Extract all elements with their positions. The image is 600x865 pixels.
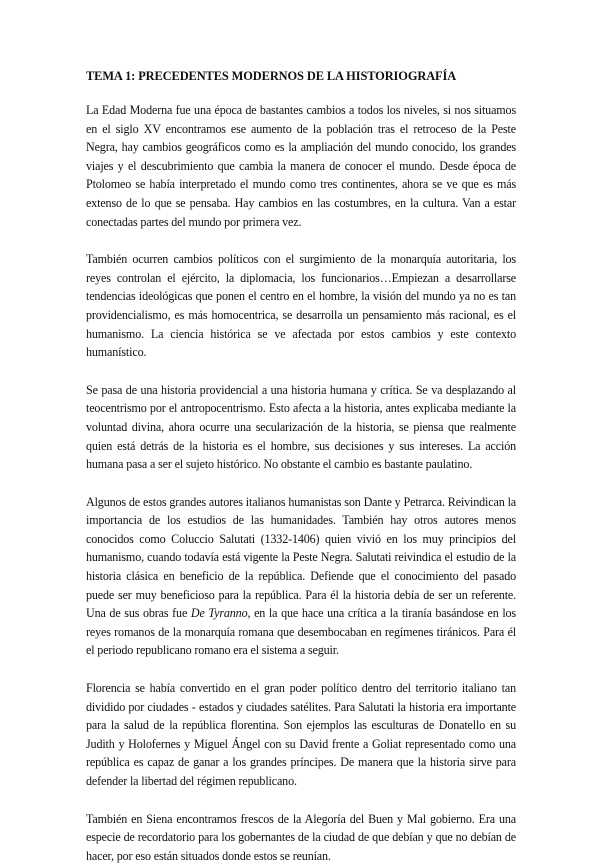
paragraph-historia-humana: Se pasa de una historia providencial a una historia humana y crítica. Se va desplazando al teocentrismo por el antropocentrismo. Esto afecta a la historia, antes explicaba mediante la voluntad divina, ahora ocurre una secularización de la historia, se piensa que realmente quien está detrás de la historia es el hombre, sus decisiones y sus intereses. La acción humana pasa a ser el sujeto histórico. No obstante el cambio es bastante paulatino. bbox=[86, 382, 516, 472]
paragraph-edad-moderna: La Edad Moderna fue una época de bastantes cambios a todos los niveles, si nos situamos en el siglo XV encontramos ese aumento de la población tras el retroceso de la Peste Negra, hay cambios geográficos como es la ampliación del mundo conocido, los grandes viajes y el descubrimiento que cambia la manera de conocer el mundo. Desde época de Ptolomeo se había interpretado el mundo como tres continentes, ahora se ve que es más extenso de lo que se pensaba. Hay cambios en las costumbres, en la cultura. Van a estar conectadas partes del mundo por primera vez. bbox=[86, 103, 516, 229]
paragraph-siena: También en Siena encontramos frescos de la Alegoría del Buen y Mal gobierno. Era una especie de recordatorio para los gobernantes de la ciudad de que debían y que no debían de hacer, por eso están situados donde estos se reunían. bbox=[86, 811, 516, 863]
paragraph-text: Algunos de estos grandes autores italianos humanistas son Dante y Petrarca. Reivindican la importancia de los estudios de las humanidades. También hay otros autores menos conocidos como Coluccio Salutati (1332-1406) quien vivió en los muy principios del humanismo, cuando todavía está vigente la Peste Negra. Salutati reivindica el estudio de la historia clásica en beneficio de la república. Defiende que el conocimiento del pasado puede ser muy beneficioso para la república. Para él la historia debía de ser un referente. Una de sus obras fue bbox=[86, 494, 516, 621]
document-page bbox=[86, 68, 516, 865]
paragraph-florencia: Florencia se había convertido en el gran poder político dentro del territorio italiano tan dividido por ciudades - estados y ciudades satélites. Para Salutati la historia era importante para la salud de la república florentina. Son ejemplos las esculturas de Donatello en su Judith y Holofernes y Miguel Ángel con su David frente a Goliat representado como una república es capaz de ganar a los grandes príncipes. De manera que la historia sirve para defender la libertad del régimen republicano. bbox=[86, 681, 516, 788]
paragraph-text: , en la que hace una crítica a la tiranía basándose en los reyes romanos de la monarquía romana que desembocaban en regímenes tiránicos. Para él el periodo republicano romano era el sistema a seguir. bbox=[86, 606, 516, 658]
work-title-italic: De Tyranno bbox=[190, 606, 248, 621]
paragraph-cambios-politicos: También ocurren cambios políticos con el surgimiento de la monarquía autoritaria, los reyes controlan el ejército, la diplomacia, los funcionarios…Empiezan a desarrollarse tendencias ideológicas que ponen el centro en el hombre, la visión del mundo ya no es tan providencialismo, es más homocentrica, se desarrolla un pensamiento más racional, es el humanismo. La ciencia histórica se ve afectada por estos cambios y este contexto humanístico. bbox=[86, 252, 516, 360]
document-title: TEMA 1: PRECEDENTES MODERNOS DE LA HISTORIOGRAFÍA bbox=[86, 69, 457, 83]
paragraph-autores-humanistas bbox=[86, 493, 516, 660]
